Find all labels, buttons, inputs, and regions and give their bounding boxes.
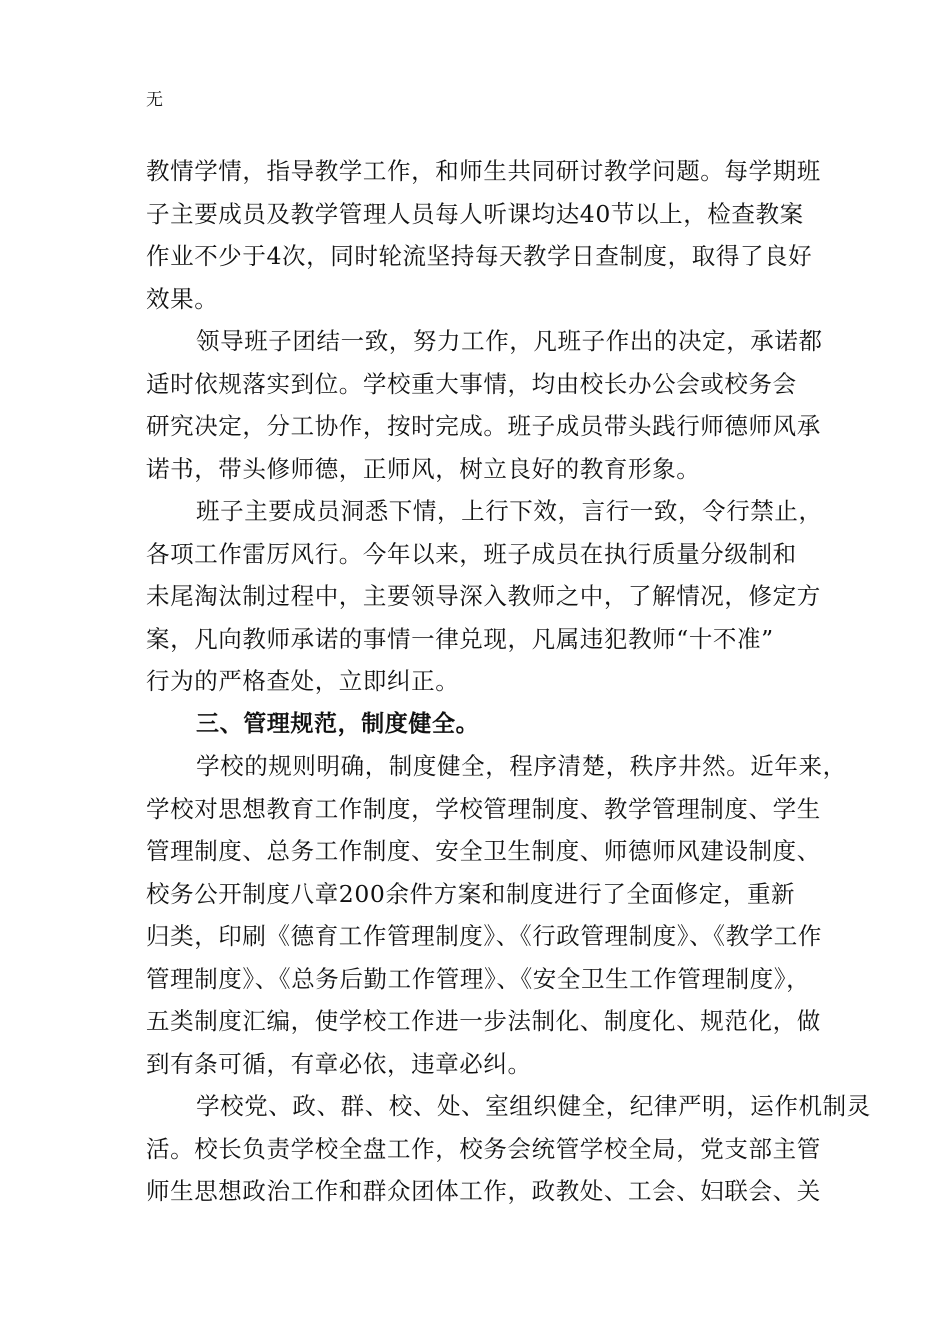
text-line: 管理制度》、《总务后勤工作管理》、《安全卫生工作管理制度》，	[146, 964, 811, 993]
text-line: 管理制度、总务工作制度、安全卫生制度、师德师风建设制度、	[146, 837, 821, 865]
text-line: 作业不少于4次，同时轮流坚持每天教学日查制度，取得了良好	[146, 242, 813, 270]
text-line: 五类制度汇编，使学校工作进一步法制化、制度化、规范化，做	[146, 1007, 821, 1035]
paragraph-start-line: 领导班子团结一致，努力工作，凡班子作出的决定，承诺都	[196, 327, 823, 355]
text-line: 师生思想政治工作和群众团体工作，政教处、工会、妇联会、关	[146, 1177, 821, 1205]
text-line: 活。校长负责学校全盘工作，校务会统管学校全局，党支部主管	[146, 1134, 821, 1163]
text-line: 诺书，带头修师德，正师风，树立良好的教育形象。	[146, 454, 701, 483]
paragraph-start-line: 学校的规则明确，制度健全，程序清楚，秩序井然。近年来，	[196, 752, 847, 780]
text-line: 行为的严格查处，立即纠正。	[146, 667, 460, 695]
text-line: 案，凡向教师承诺的事情一律兑现，凡属违犯教师“十不准”	[146, 624, 774, 653]
text-line: 到有条可循，有章必依，违章必纠。	[146, 1049, 532, 1078]
text-line: 学校对思想教育工作制度，学校管理制度、教学管理制度、学生	[146, 794, 821, 823]
text-line: 子主要成员及教学管理人员每人听课均达40节以上，检查教案	[146, 199, 804, 228]
text-line: 适时依规落实到位。学校重大事情，均由校长办公会或校务会	[146, 369, 797, 398]
text-line: 归类，印刷《德育工作管理制度》、《行政管理制度》、《教学工作	[146, 922, 822, 950]
paragraph-start-line: 班子主要成员洞悉下情，上行下效，言行一致，令行禁止，	[196, 497, 823, 525]
text-line: 效果。	[146, 284, 219, 313]
document-body	[146, 150, 871, 1213]
text-line: 各项工作雷厉风行。今年以来，班子成员在执行质量分级制和	[146, 539, 797, 568]
text-line: 教情学情，指导教学工作，和师生共同研讨教学问题。每学期班	[146, 157, 821, 185]
text-line: 研究决定，分工协作，按时完成。班子成员带头践行师德师风承	[146, 412, 821, 440]
page-header: 无	[146, 90, 163, 110]
section-heading: 三、管理规范，制度健全。	[196, 710, 480, 737]
paragraph-start-line: 学校党、政、群、校、处、室组织健全，纪律严明，运作机制灵	[196, 1092, 871, 1120]
text-line: 未尾淘汰制过程中，主要领导深入教师之中，了解情况，修定方	[146, 582, 821, 610]
text-line: 校务公开制度八章200余件方案和制度进行了全面修定，重新	[146, 879, 796, 908]
